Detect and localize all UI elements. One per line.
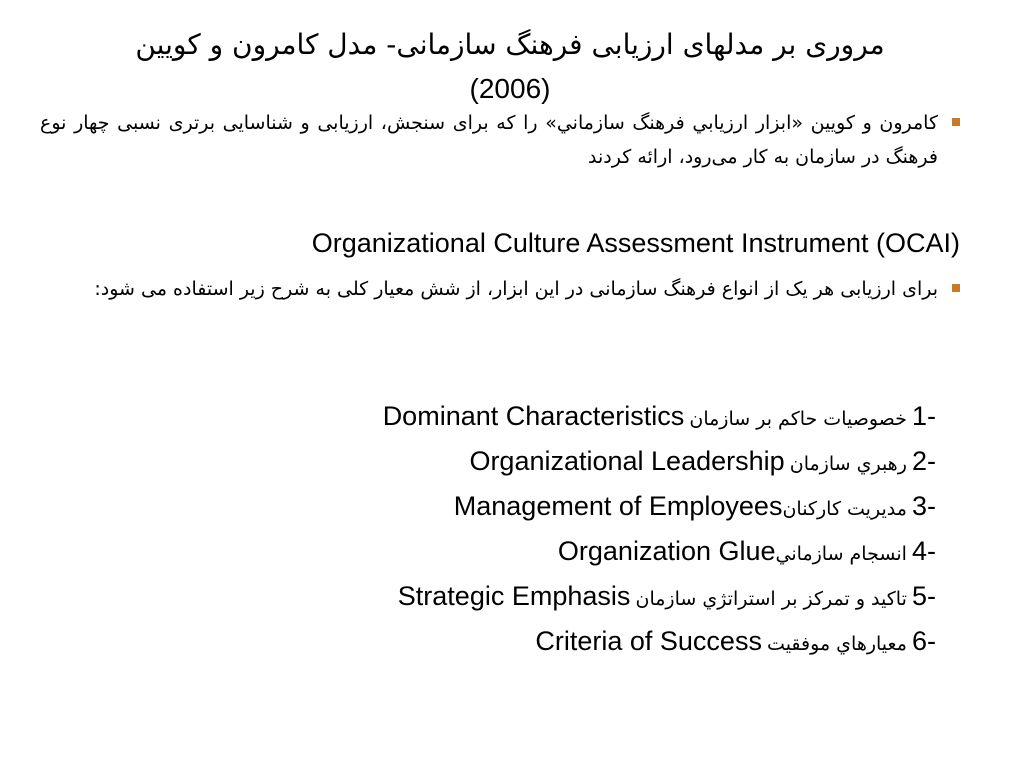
list-item [136, 621, 936, 666]
square-bullet-icon [952, 284, 960, 292]
bullet-six-criteria [40, 272, 960, 306]
instrument-name: Organizational Culture Assessment Instrument (OCAI) [311, 228, 960, 258]
criterion-number: 1- [911, 401, 936, 431]
criterion-english: Criteria of Success [535, 626, 762, 656]
criterion-number: 4- [911, 536, 936, 566]
criterion-number: 5- [911, 581, 936, 611]
slide-title [60, 22, 960, 112]
criterion-english: Management of Employees [453, 491, 783, 521]
list-item [136, 531, 936, 576]
bullet-text: برای ارزیابی هر یک از انواع فرهنگ سازمانی در این ابزار، از شش معیار کلی به شرح زیر استفاده می شود: [94, 278, 938, 300]
criterion-english: Strategic Emphasis [397, 581, 631, 611]
criterion-number: 3- [911, 491, 936, 521]
bullet-row [40, 272, 960, 306]
list-item [136, 396, 936, 441]
criterion-persian: معيارهاي موفقيت [767, 633, 907, 655]
bullet-row [40, 106, 960, 174]
bullet-text: کامرون و کویین «ابزار ارزیابي فرهنگ سازماني» را که برای سنجش، ارزیابی و شناسایی برتری نسبی چهار نوع فرهنگ در سازمان به کار می‌رود، ارائه کردند [40, 112, 938, 168]
square-bullet-icon [952, 118, 960, 126]
criterion-english: Dominant Characteristics [382, 401, 685, 431]
criteria-list [136, 396, 936, 666]
list-item [136, 576, 936, 621]
list-item [136, 441, 936, 486]
criterion-number: 6- [911, 626, 936, 656]
criterion-english: Organizational Leadership [469, 446, 785, 476]
list-item [136, 486, 936, 531]
criterion-persian: مديريت كاركنان [782, 498, 907, 520]
criterion-persian: انسجام سازماني [775, 543, 907, 565]
bullet-cameron-quinn [40, 106, 960, 174]
slide-title-year: (2006) [469, 73, 551, 104]
criterion-persian: رهبري سازمان [789, 453, 907, 475]
criterion-number: 2- [911, 446, 936, 476]
criterion-persian: تاكيد و تمركز بر استراتژي سازمان [635, 588, 907, 610]
criterion-persian: خصوصیات حاکم بر سازمان [689, 408, 907, 430]
criterion-english: Organization Glue [557, 536, 776, 566]
slide-title-line1: مروری بر مدلهای ارزیابی فرهنگ سازمانی- مدل کامرون و کویین [135, 28, 885, 61]
